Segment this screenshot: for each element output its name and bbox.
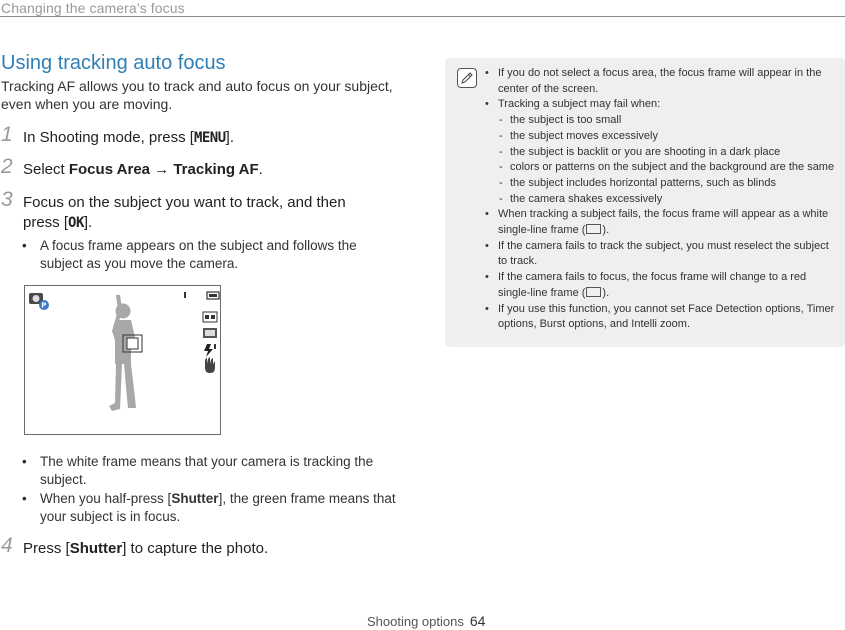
footer-section-label: Shooting options xyxy=(367,614,464,629)
step-text-line: Focus on the subject you want to track, and then xyxy=(23,194,346,211)
note-pencil-icon xyxy=(457,68,477,88)
step-text xyxy=(23,128,398,148)
step-text-part: Select xyxy=(23,161,69,178)
step-text-part: Press [ xyxy=(23,540,70,557)
note-sub-text: the subject moves excessively xyxy=(510,129,658,142)
note-text: If the camera fails to track the subject, you must reselect the subject to track. xyxy=(498,239,829,268)
note-sub-item xyxy=(485,113,837,129)
header-divider xyxy=(0,16,845,17)
note-text: If the camera fails to focus, the focus frame will change to a red single-line frame ( xyxy=(498,271,807,299)
note-sub-item xyxy=(485,160,837,176)
note-sub-item xyxy=(485,176,837,192)
status-indicator xyxy=(184,292,186,298)
note-sub-text: colors or patterns on the subject and the background are the same xyxy=(510,161,835,174)
note-text: When tracking a subject fails, the focus frame will appear as a white single-line frame ( xyxy=(498,208,829,237)
note-sub-text: the subject is too small xyxy=(510,114,622,127)
bullet-text-part: When you half-press [ xyxy=(40,491,172,506)
bullet-dot: • xyxy=(485,239,489,252)
bullet-dot: • xyxy=(485,302,489,315)
page-number: 64 xyxy=(469,613,486,629)
dash: - xyxy=(499,176,503,189)
camera-screen-graphic xyxy=(25,286,220,434)
bullet-text: A focus frame appears on the subject and follows the subject as you move the camera. xyxy=(40,238,357,271)
note-item xyxy=(485,97,837,113)
bullet-dot: • xyxy=(22,238,27,253)
step-text-part: press [ xyxy=(23,214,69,231)
step-number: 4 xyxy=(1,534,13,557)
note-sub-text: the camera shakes excessively xyxy=(510,192,663,205)
bullet-dot: • xyxy=(22,491,27,506)
bullet-text-part: ], the green frame means that your subject is in focus. xyxy=(40,491,396,524)
note-text: If you do not select a focus area, the focus frame will appear in the center of the screen. xyxy=(498,67,822,95)
note-text: ). xyxy=(602,224,610,237)
dash: - xyxy=(499,114,503,127)
bullet-dot: • xyxy=(485,271,489,284)
step-text-part: ]. xyxy=(225,129,234,146)
note-item xyxy=(485,239,837,270)
section-intro: Tracking AF allows you to track and auto focus on your subject, even when you are moving. xyxy=(1,78,393,112)
page-footer xyxy=(367,613,485,629)
step-text xyxy=(23,160,398,180)
note-text: If you use this function, you cannot set Face Detection options, Timer options, Burst options, and Intelli zoom. xyxy=(498,302,835,331)
bullet-text: The white frame means that your camera is tracking the subject. xyxy=(40,454,374,487)
note-sub-text: the subject includes horizontal patterns, such as blinds xyxy=(510,176,776,189)
note-box xyxy=(445,58,845,347)
dash: - xyxy=(499,161,503,174)
shutter-key-label: Shutter xyxy=(171,491,219,506)
mode-badge-label: P xyxy=(41,301,47,310)
step-text-part: ]. xyxy=(83,214,93,231)
note-sub-item xyxy=(485,129,837,145)
dash: - xyxy=(499,129,503,142)
note-item xyxy=(485,66,837,97)
arrow-separator: → xyxy=(150,161,174,178)
menu-key: MENU xyxy=(193,130,226,146)
quality-icon xyxy=(203,328,217,338)
bullet-dot: • xyxy=(485,208,489,221)
note-sub-item xyxy=(485,192,837,208)
frame-icon xyxy=(586,224,601,234)
note-sub-text: the subject is backlit or you are shooting in a dark place xyxy=(510,145,781,158)
camera-screen-illustration xyxy=(24,285,221,435)
step-text xyxy=(23,539,398,559)
shutter-key-label: Shutter xyxy=(69,540,123,557)
menu-option-tracking-af: Tracking AF xyxy=(173,161,259,178)
battery-icon xyxy=(207,292,219,299)
note-list xyxy=(485,66,837,333)
note-text: Tracking a subject may fail when: xyxy=(498,98,661,111)
resolution-icon xyxy=(203,312,217,322)
bullet-dot: • xyxy=(485,98,489,111)
note-item xyxy=(485,207,837,238)
bullet-dot: • xyxy=(22,454,27,469)
note-text: ). xyxy=(602,286,610,299)
menu-option-focus-area: Focus Area xyxy=(68,161,150,178)
bullet-dot: • xyxy=(485,67,489,79)
stabilizer-icon xyxy=(205,357,215,373)
subject-silhouette xyxy=(109,295,137,411)
dash: - xyxy=(499,192,503,205)
bullet-text xyxy=(40,490,397,526)
dash: - xyxy=(499,145,503,158)
section-title: Using tracking auto focus xyxy=(1,52,226,74)
step-text xyxy=(23,193,398,233)
step-text-part: In Shooting mode, press [ xyxy=(23,129,194,146)
page-header-title: Changing the camera’s focus xyxy=(1,0,185,16)
note-sub-item xyxy=(485,145,837,161)
ok-key: OK xyxy=(68,215,84,231)
note-item xyxy=(485,270,837,301)
frame-icon xyxy=(586,287,601,297)
step-number: 1 xyxy=(1,123,13,146)
step-number: 2 xyxy=(1,155,13,178)
flash-icon xyxy=(204,344,216,357)
step-number: 3 xyxy=(1,188,13,211)
step-text-part: . xyxy=(258,161,263,178)
camera-mode-icon xyxy=(29,293,49,310)
step-text-part: ] to capture the photo. xyxy=(122,540,269,557)
note-item xyxy=(485,302,837,333)
